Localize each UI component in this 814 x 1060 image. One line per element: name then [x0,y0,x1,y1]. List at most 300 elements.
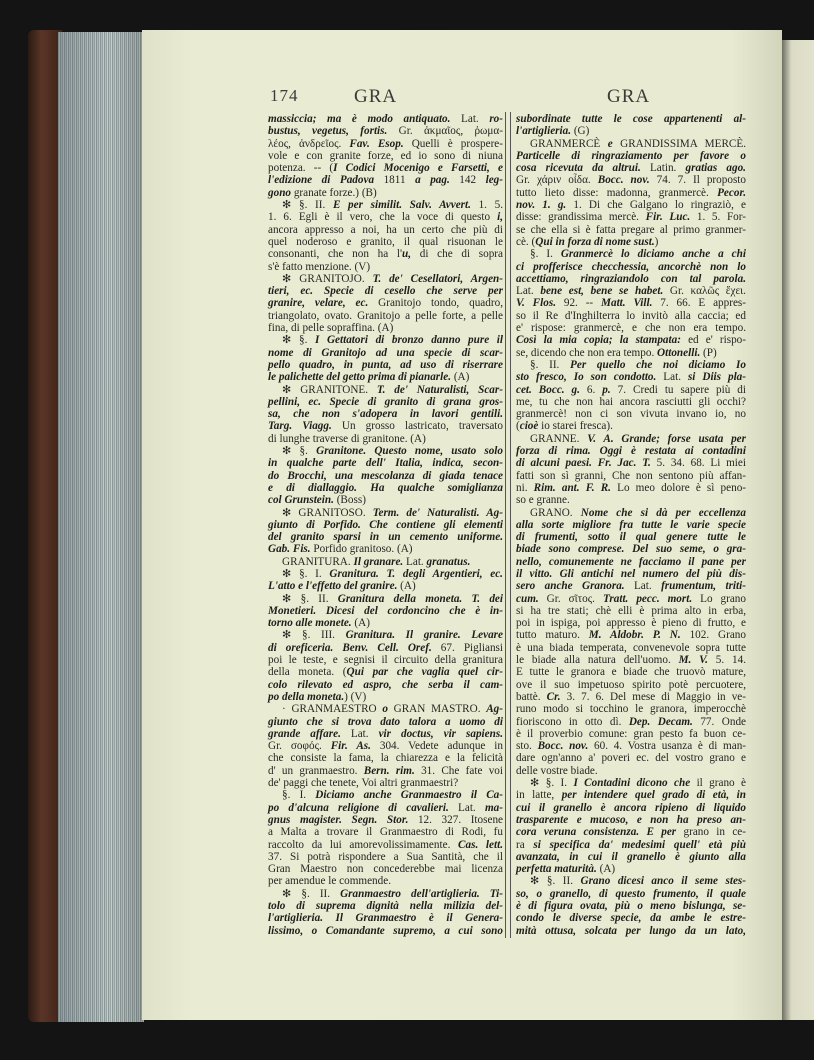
text-line [516,900,746,912]
roman-run: ✻ §. I. [530,777,574,790]
text-line [268,211,503,223]
roman-run: ✻ §. I. [282,567,330,580]
text-line [268,839,503,851]
text-line [268,248,503,260]
roman-run: granmercè! non ci son vivuta invano io, no [516,408,746,421]
dictionary-entry [516,433,746,507]
text-line [516,150,746,162]
italic-run: per intendere quel grado di età, in [561,789,746,802]
text-line [516,347,746,359]
italic-run: p. [602,383,611,396]
roman-run: dare ogn'anno a' poveri ec. del vostro grano e [516,752,746,765]
text-line [268,347,503,359]
italic-run: Term. de' Naturalisti. Ag- [372,506,503,519]
text-line [516,138,746,150]
italic-run: Bocc. nov. [537,740,589,753]
text-line [516,802,746,814]
roman-run: è una biada temperata, convenevole sopra tutte [516,641,746,654]
roman-run: ✻ §. II. [530,875,581,888]
italic-run: nome di Granitojo ad una specie di scar- [268,346,503,359]
text-line [516,519,746,531]
roman-run: Lat. [340,727,379,740]
text-line [268,138,503,150]
roman-run: tutto maturo. [516,629,589,642]
roman-run: 31. Che fate voi [414,764,503,777]
roman-run: de' paggi che tenete, Voi altri granmaestri? [268,777,459,790]
italic-run: cui il granello è ancora ripieno di liquido [516,801,746,814]
text-line [268,642,503,654]
italic-run: Granitura. T. degli Argentieri, ec. [329,567,503,580]
roman-run: so e granne. [516,494,570,507]
italic-run: pellini, ec. Specie di granito di grana gros- [268,395,503,408]
italic-run: cosa ricevuta da altrui. [516,162,641,175]
italic-run: alla sorte migliore fra tutte le varie specie [516,518,746,531]
text-line [268,531,503,543]
italic-run: granatus. [426,555,471,568]
italic-run: l'edizione di Padova [268,174,375,187]
text-line [268,543,503,555]
text-line [516,310,746,322]
roman-run: ✻ §. II. [282,592,338,605]
roman-run: Un grosso lastricato, traversato [331,420,503,433]
italic-run: sto fresco, Io son condotto. [516,371,657,384]
text-line [268,802,503,814]
roman-run: Lat. [403,555,427,568]
italic-run: I Contadini dicono che [573,777,691,790]
text-line [268,507,503,519]
roman-run: 1. 5. [470,199,504,212]
roman-run: §. I. [530,248,561,261]
italic-run: Grano dicesi anco il seme stes- [580,875,746,888]
text-line [516,580,746,592]
italic-run: colo rilevato ed aspro, che serba il cam- [268,678,503,691]
italic-run: Rim. ant. F. R. [533,481,611,494]
italic-run: di oreficeria. Benv. Cell. Oref. [268,641,432,654]
roman-run: 5. 34. 68. Li miei [650,457,746,470]
italic-run: in qualche parte dell' Italia, indica, secon- [268,457,503,470]
italic-run: subordinate tutte le cose appartenenti al- [516,113,746,125]
italic-run: cum. [516,592,539,605]
roman-run: E tutte le granora e biade che truovò mature, [516,666,746,679]
text-line [268,556,503,568]
roman-run: ed e' rispo- [680,334,746,347]
left-column [268,113,503,937]
dictionary-entry [268,445,503,506]
dictionary-entry [268,888,503,937]
roman-run: ✻ GRANITONE. [282,383,377,396]
roman-run: a Malta a trovare il Granmaestro di Rodi, fu [268,826,503,839]
italic-run: Così la mia copia; la stampata: [516,334,681,347]
roman-run: il grano è [690,777,746,790]
italic-run: u, [402,248,412,261]
dictionary-entry [268,384,503,445]
italic-run: trasparente e mucoso, e non ha preso an- [516,813,746,826]
roman-run: io starei fresca). [538,420,613,433]
text-line [268,199,503,211]
italic-run: del granito sparsi in un cemento uniforme. [268,531,503,544]
italic-run: Cr. [546,690,561,703]
italic-run: Qui in forza di nome sust. [535,235,655,248]
text-line [268,334,503,346]
italic-run: Tratt. pecc. mort. [602,592,693,605]
italic-run: Granmaestro dell'artiglieria. Ti- [340,887,503,900]
text-line [516,236,746,248]
italic-run: Bern. rim. [363,764,415,777]
roman-run: Lat. [448,801,485,814]
italic-run: po d'alcuna religione di cavalieri. [268,801,449,814]
text-line [516,703,746,715]
text-line [516,863,746,875]
italic-run: giunto che si trova dato talora a uomo di [268,715,503,728]
text-line [268,384,503,396]
text-line [516,125,746,137]
roman-run: di lunghe traverse di granitone. (A) [268,432,426,445]
roman-run: §. II. [530,358,571,371]
roman-run: GRANNE. [530,432,588,445]
roman-run: 1. 6. Egli è il vero, che la voce di questo [268,211,498,224]
italic-run: condo le diverse specie, da ambe le estre- [516,912,746,925]
roman-run: ✻ §. III. [282,629,346,642]
text-line [516,568,746,580]
roman-run: GRANMERCÈ [530,137,608,150]
italic-run: giunto di Porfido. Che contiene gli elementi [268,518,503,531]
roman-run: sto. [516,740,538,753]
roman-run: ) [654,235,659,248]
italic-run: perfetta maturità. [516,863,597,876]
text-line [268,666,503,678]
text-line [516,187,746,199]
text-line [516,814,746,826]
text-line [268,433,503,445]
italic-run: e [607,137,613,150]
running-head-right: GRA [607,86,651,107]
italic-run: Ottonelli. [657,346,701,359]
text-line [516,174,746,186]
text-line [268,765,503,777]
dictionary-entry [268,556,503,568]
roman-run: (Boss) [333,494,366,507]
text-line [268,297,503,309]
italic-run: M. Aldobr. P. N. [588,629,681,642]
italic-run: Per quello che noi diciamo Io [570,358,746,371]
roman-run: Latin. [640,162,686,175]
roman-run: 74. 7. Il proposto [649,174,746,187]
text-line [268,617,503,629]
italic-run: Granitura della moneta. T. dei [337,592,503,605]
italic-run: granire, velare, ec. [268,297,369,310]
roman-run: fioriscono in otto dì. [516,715,629,728]
italic-run: mità ottusa, solcata per lungo da un lato, [516,924,746,937]
dictionary-entry [268,113,503,199]
roman-run: Lat. [624,580,662,593]
text-line [268,322,503,334]
roman-run: ✻ §. II. [282,887,341,900]
italic-run: forza di rima. Oggi è restata ai contadini [516,445,746,458]
roman-run: Lat. [516,285,541,298]
italic-run: di frumenti, sotto il qual genere tutte le [516,531,746,544]
italic-run: l'artiglieria. Il Granmaestro è il Genera- [268,912,503,925]
text-line [268,789,503,801]
italic-run: tolo di suprema dignità nella milizia del- [268,900,503,912]
roman-run: e' rispose: granmercè, e che non era tempo. [516,322,746,335]
roman-run: che consiste la fama, la chiarezza e la felicità [268,752,503,765]
roman-run: disse: grandissima mercè. [516,211,646,224]
text-line [268,888,503,900]
italic-run: Matt. Vill. [601,297,653,310]
roman-run: ✻ §. [282,334,315,347]
dictionary-entry [516,113,746,138]
italic-run: nello, comunemente ne facciamo il pane per [516,555,746,568]
roman-run: ✻ GRANITOSO. [282,506,373,519]
text-line [268,703,503,715]
text-line [516,396,746,408]
dictionary-entry [516,138,746,249]
text-line [516,211,746,223]
roman-run: triangolato, ovato. Granitojo a pelle forte, a pelle [268,309,503,322]
italic-run: sa, che non s'adopera in lavori gentili. [268,408,503,421]
italic-run: Pecor. [717,186,746,199]
text-line [516,457,746,469]
text-line [268,420,503,432]
roman-run: runo modo si tocchino le granora, imperocchè [516,703,746,716]
italic-run: si Diis pla- [687,371,746,384]
text-line [268,519,503,531]
text-line [516,654,746,666]
italic-run: tieri, ec. Specie di cesello che serve per [268,285,503,298]
page-number: 174 [270,86,299,105]
text-line [516,543,746,555]
text-line [516,162,746,174]
roman-run: raccolto da lui amorevolissimamente. [268,838,459,851]
italic-run: Il granare. [353,555,404,568]
roman-run: 1811 [374,174,416,187]
italic-run: cioè [519,420,539,433]
italic-run: T. de' Naturalisti, Scar- [376,383,503,396]
roman-run: 60. 4. Vostra usanza è di man- [588,740,747,753]
text-line [516,445,746,457]
text-line [268,925,503,937]
text-line [516,765,746,777]
italic-run: Targ. Viagg. [268,420,332,433]
roman-run: fina, di pelle sopraffina. (A) [268,322,394,335]
text-line [268,261,503,273]
italic-run: il vitto. Gli antichi nel numero del più dis- [516,567,746,580]
italic-run: cet. Bocc. g. [516,383,580,396]
text-line [268,273,503,285]
text-line [268,863,503,875]
italic-run: Dep. Decam. [628,715,693,728]
text-line [268,310,503,322]
roman-run: di che di sopra [411,248,503,261]
text-line [268,236,503,248]
text-line [516,826,746,838]
italic-run: gnus magister. Segn. Stor. [268,813,409,826]
dictionary-entry [268,568,503,593]
text-line [268,900,503,912]
italic-run: ma- [484,801,503,814]
roman-run: granate forze.) (B) [291,186,377,199]
italic-run: Granmercè lo diciamo anche a chi [560,248,746,261]
text-line [516,113,746,125]
italic-run: a pag. [415,174,450,187]
text-line [268,371,503,383]
italic-run: Gab. Fis. [268,543,311,556]
roman-run: Porfido granitoso. (A) [310,543,413,556]
text-line [268,187,503,199]
italic-run: V. Flos. [516,297,556,310]
italic-run: Cas. lett. [458,838,503,851]
italic-run: so, o granello, di questo frumento, il quale [516,887,746,900]
right-column [516,113,746,937]
roman-run: GRANITURA. [282,555,354,568]
roman-run: ancora appresso a noi, ha un certo che più di [268,223,503,236]
roman-run: cè. ( [516,235,536,248]
roman-run: quel noderoso e granito, il qual risuonan le [268,235,503,248]
page-edges-stack [58,32,144,1022]
text-line [268,125,503,137]
roman-run: Gr. σοφός. [268,740,331,753]
text-line [516,716,746,728]
text-line [268,654,503,666]
text-line [516,224,746,236]
text-line [516,839,746,851]
roman-run: per amendue le commende. [268,875,392,888]
text-line [268,396,503,408]
text-line [516,752,746,764]
italic-run: di alcuni paesi. Fr. Jac. T. [516,457,651,470]
roman-run: poi le teste, e segnisi il circuito della granitura [268,654,503,667]
text-line [268,728,503,740]
text-line [268,629,503,641]
text-line [268,777,503,789]
text-line [516,679,746,691]
roman-run: 7. 66. E appres- [652,297,746,310]
italic-run: bene est, bene se habet. [540,285,664,298]
text-line [516,642,746,654]
text-line [268,851,503,863]
text-line [516,556,746,568]
italic-run: grande affare. [268,727,341,740]
text-line [516,666,746,678]
text-line [268,605,503,617]
text-line [516,420,746,432]
text-line [268,470,503,482]
italic-run: do Brocchi, una mescolanza di giada tenace [268,469,503,482]
text-line [268,174,503,186]
roman-run: 92. -- [556,297,602,310]
roman-run: ( [516,420,520,433]
italic-run: accettiamo, ringraziandolo con tal parola. [516,272,746,285]
roman-run: Gr. χάριν οἶδα. [516,174,598,187]
roman-run: 1. Di che Galgano lo ringraziò, e [566,199,746,212]
italic-run: gono [268,186,292,199]
roman-run: 5. 14. [707,654,747,667]
text-line [516,261,746,273]
roman-run: se, dicendo che non era tempo. [516,346,658,359]
text-line [516,371,746,383]
text-line [516,248,746,260]
text-line [516,789,746,801]
roman-run: GRAN MASTRO. [387,703,487,716]
text-line [268,814,503,826]
roman-run: Gr. σῖτος. [538,592,603,605]
text-line [268,162,503,174]
text-line [268,679,503,691]
text-line [268,593,503,605]
roman-run: 7. Credi tu sapere più di [610,383,746,396]
text-line [516,494,746,506]
text-line [516,470,746,482]
text-line [268,875,503,887]
roman-run: (A) [397,580,416,593]
roman-run: tutto lieto disse: madonna, granmercè. [516,186,718,199]
text-line [268,752,503,764]
italic-run: ci profferisce checchessia, ancorchè non lo [516,260,746,273]
dictionary-entry [268,593,503,630]
roman-run: 304. Vedete adunque in [370,740,503,753]
italic-run: massiccia; ma è modo antiquato. [268,113,451,125]
roman-run: 37. Si potrà rispondere a Sua Santità, che il [268,850,503,863]
roman-run: Lo meo dolore è sì peno- [610,481,747,494]
italic-run: bustus, vegetus, fortis. [268,125,388,138]
roman-run: (A) [451,371,470,384]
italic-run: Granitone. Questo nome, usato solo [316,445,504,458]
italic-run: avanzata, in cui il granello è giunto alla [516,850,746,863]
italic-run: Fir. Luc. [645,211,691,224]
text-line [268,716,503,728]
roman-run: 67. Pigliansi [431,641,503,654]
roman-run: potenza. -- ( [268,162,334,175]
dictionary-entry [516,359,746,433]
text-line [268,457,503,469]
dictionary-entry [268,629,503,703]
italic-run: col Grunstein. [268,494,334,507]
text-line [516,531,746,543]
text-line [516,593,746,605]
italic-run: o [382,703,388,716]
text-line [516,273,746,285]
dictionary-entry [268,199,503,273]
roman-run: Lat. [656,371,688,384]
italic-run: frumentum, triti- [661,580,746,593]
roman-run: d' un granmaestro. [268,764,364,777]
italic-run: I Codici Mocenigo e Farsetti, e [333,162,503,175]
roman-run: me, tu che non hai ancora rasciutti gli occhi? [516,395,746,408]
roman-run: · GRANMAESTRO [282,703,383,716]
roman-run: 1. 5. For- [690,211,747,224]
roman-run: ✻ §. II. [282,199,333,212]
roman-run: GRANDISSIMA MERCÈ. [612,137,746,150]
text-line [516,728,746,740]
dictionary-entry [268,703,503,789]
italic-run: e di diallaggio. Ha qualche somiglianza [268,481,503,494]
text-line [516,359,746,371]
text-line [268,912,503,924]
roman-run: λέος, ἀνδρεῖος. [268,137,350,150]
column-divider-rule [505,112,511,938]
text-line [516,912,746,924]
italic-run: i, [497,211,503,224]
italic-run: po della moneta. [268,690,345,703]
text-line [268,224,503,236]
roman-run: (P) [700,346,717,359]
roman-run: Gr. ἀκμαῖος, ῥωμα- [387,125,503,138]
italic-run: I Gettatori di bronzo danno pure il [314,334,503,347]
roman-run: in latte, [516,789,562,802]
italic-run: L'atto e l'effetto del granire. [268,580,398,593]
text-line [268,359,503,371]
dictionary-entry [516,248,746,359]
